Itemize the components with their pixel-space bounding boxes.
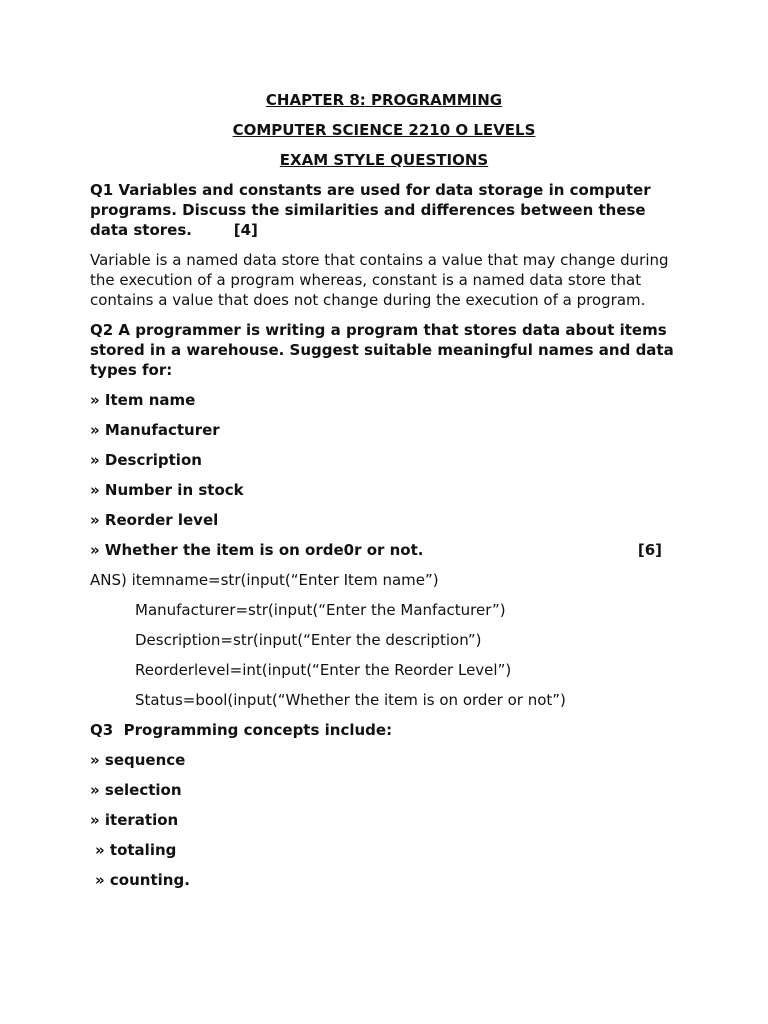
q1-answer: Variable is a named data store that contains a value that may change during the execution of a program whereas, constant is a named data store that contains a value that does not change during the execution of a program. — [90, 251, 674, 309]
course-heading: COMPUTER SCIENCE 2210 O LEVELS — [232, 121, 536, 139]
q3-item: » totaling — [95, 841, 177, 859]
q2-answer-line: Reorderlevel=int(input(“Enter the Reorder Level”) — [135, 661, 512, 679]
q2-answer-line: ANS) itemname=str(input(“Enter Item name”) — [90, 571, 439, 589]
q3-item: » selection — [90, 781, 182, 799]
q2-answer-line: Status=bool(input(“Whether the item is on order or not”) — [135, 691, 566, 709]
q2-item: » Number in stock — [90, 481, 244, 499]
q3-question: Q3 Programming concepts include: — [90, 721, 393, 739]
q2-item: » Manufacturer — [90, 421, 220, 439]
q2-last-item-row — [90, 540, 678, 560]
q2-item: » Item name — [90, 391, 196, 409]
q2-question: Q2 A programmer is writing a program that stores data about items stored in a warehouse. Suggest suitable meaningful names and data types for: — [90, 321, 679, 379]
q2-answer-line: Description=str(input(“Enter the description”) — [135, 631, 482, 649]
q1-question: Q1 Variables and constants are used for data storage in computer programs. Discuss the similarities and differences between these data stores. [4] — [90, 181, 656, 239]
section-heading: EXAM STYLE QUESTIONS — [279, 151, 489, 169]
chapter-heading: CHAPTER 8: PROGRAMMING — [265, 91, 503, 109]
q3-item: » counting. — [95, 871, 190, 889]
q2-answer-line: Manufacturer=str(input(“Enter the Manfacturer”) — [135, 601, 506, 619]
q3-item: » iteration — [90, 811, 179, 829]
q2-item: » Reorder level — [90, 511, 219, 529]
q2-item: » Description — [90, 451, 202, 469]
q3-item: » sequence — [90, 751, 186, 769]
q2-last-item: » Whether the item is on orde0r or not. — [90, 541, 424, 559]
q2-marks: [6] — [637, 541, 662, 559]
